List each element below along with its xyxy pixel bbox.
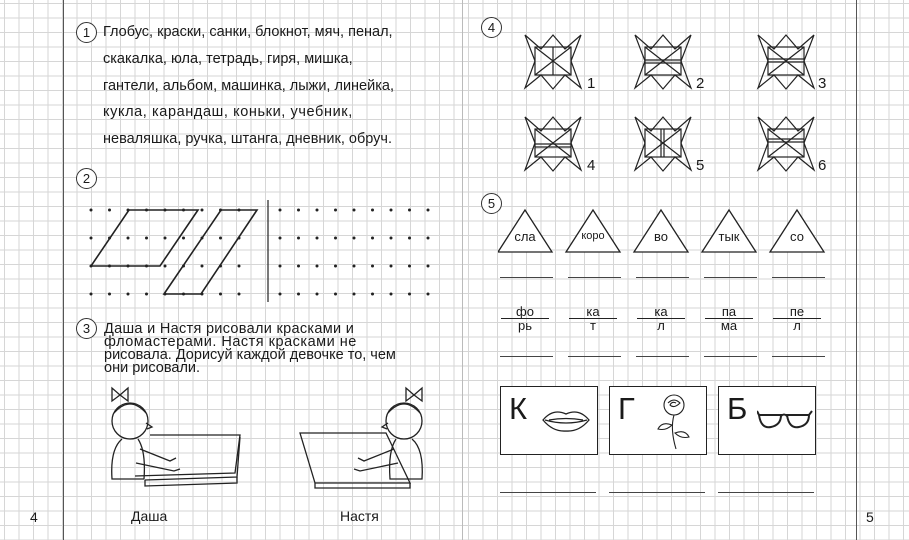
grid-dot: [238, 265, 241, 268]
grid-dot: [316, 265, 319, 268]
girl-nastya-illustration: [296, 383, 446, 498]
task3-line: Даша и Настя рисовали красками и: [104, 321, 355, 337]
grid-dot: [279, 209, 282, 212]
grid-dot: [390, 265, 393, 268]
task-number-2: 2: [76, 168, 97, 189]
grid-dot: [108, 209, 111, 212]
letter-picture-box: [609, 386, 707, 455]
caption-dasha: Даша: [131, 508, 168, 524]
grid-dot: [238, 293, 241, 296]
grid-dot: [90, 209, 93, 212]
star-figure-5: [633, 115, 693, 173]
grid-dot: [408, 209, 411, 212]
grid-dot: [334, 293, 337, 296]
answer-line[interactable]: [568, 356, 621, 357]
fraction-bottom: л: [793, 318, 801, 333]
task3-line: фломастерами. Настя красками не: [104, 334, 357, 350]
figure-label: 5: [696, 157, 705, 174]
box-letter: К: [509, 391, 528, 426]
answer-line[interactable]: [500, 277, 553, 278]
fraction-top: фо: [501, 305, 549, 319]
dot-grid-drawing[interactable]: [80, 195, 450, 310]
center-fold-line: [462, 0, 463, 540]
fraction-bottom: ма: [720, 318, 738, 333]
answer-line[interactable]: [718, 492, 814, 493]
answer-line[interactable]: [609, 492, 705, 493]
letter-picture-box: [500, 386, 598, 455]
figure-label: 3: [818, 75, 827, 92]
task1-line: кукла, карандаш, коньки, учебник,: [103, 104, 353, 120]
task1-line: скакалка, юла, тетрадь, гиря, мишка,: [103, 51, 353, 67]
letter-picture-box: [718, 386, 816, 455]
task3-line: рисовала. Дорисуй каждой девочке то, чем: [104, 347, 396, 363]
answer-line[interactable]: [568, 277, 621, 278]
star-figure-2: [633, 33, 693, 91]
grid-dot: [353, 265, 356, 268]
star-figure-6: [756, 115, 816, 173]
fraction-top: ка: [569, 305, 617, 319]
grid-dot: [371, 293, 374, 296]
grid-dot: [297, 265, 300, 268]
box-letter: Г: [618, 391, 635, 426]
grid-dot: [427, 237, 430, 240]
grid-dot: [164, 265, 167, 268]
right-margin-line: [856, 0, 857, 540]
figure-label: 2: [696, 75, 705, 92]
answer-line[interactable]: [500, 492, 596, 493]
rose-icon: [652, 391, 692, 451]
grid-dot: [390, 293, 393, 296]
grid-dot: [127, 293, 130, 296]
answer-line[interactable]: [772, 356, 825, 357]
grid-dot: [427, 209, 430, 212]
fraction-bottom: т: [590, 318, 596, 333]
grid-dot: [279, 265, 282, 268]
grid-dot: [390, 209, 393, 212]
fraction-bottom: л: [657, 318, 665, 333]
girl-dasha-illustration: [100, 383, 250, 498]
grid-dot: [297, 209, 300, 212]
glasses-icon: [757, 407, 813, 433]
grid-dot: [297, 293, 300, 296]
caption-nastya: Настя: [340, 508, 379, 524]
grid-dot: [334, 209, 337, 212]
grid-dot: [219, 237, 222, 240]
grid-dot: [201, 265, 204, 268]
grid-dot: [297, 237, 300, 240]
figure-label: 1: [587, 75, 596, 92]
triangle-syllable: со: [790, 229, 804, 244]
triangle-syllable: коро: [581, 230, 605, 242]
page-number-right: 5: [866, 509, 874, 525]
grid-dot: [408, 265, 411, 268]
grid-dot: [145, 237, 148, 240]
grid-dot: [164, 237, 167, 240]
answer-line[interactable]: [704, 277, 757, 278]
syllable-fraction: [705, 305, 753, 332]
grid-dot: [316, 293, 319, 296]
grid-dot: [127, 237, 130, 240]
grid-dot: [316, 209, 319, 212]
fraction-bottom: рь: [517, 318, 532, 333]
grid-dot: [279, 293, 282, 296]
task-number-5: 5: [481, 193, 502, 214]
grid-dot: [316, 237, 319, 240]
task1-line: гантели, альбом, машинка, лыжи, линейка,: [103, 78, 394, 94]
grid-dot: [279, 237, 282, 240]
grid-dot: [371, 265, 374, 268]
answer-line[interactable]: [636, 277, 689, 278]
triangle-syllable: во: [654, 229, 668, 244]
figure-label: 4: [587, 157, 596, 174]
task-number-1: 1: [76, 22, 97, 43]
triangle-syllable: тык: [718, 229, 740, 244]
syllable-fraction: [637, 305, 685, 332]
star-figure-4: [523, 115, 583, 173]
grid-dot: [353, 293, 356, 296]
fraction-top: па: [705, 305, 753, 319]
grid-dot: [90, 237, 93, 240]
star-figure-3: [756, 33, 816, 91]
task-number-4: 4: [481, 17, 502, 38]
grid-dot: [334, 265, 337, 268]
grid-dot: [427, 265, 430, 268]
grid-dot: [371, 237, 374, 240]
syllable-fraction: [569, 305, 617, 332]
task1-line: Глобус, краски, санки, блокнот, мяч, пенал,: [103, 24, 393, 40]
grid-dot: [353, 237, 356, 240]
fraction-top: пе: [773, 305, 821, 319]
grid-dot: [182, 237, 185, 240]
grid-dot: [108, 293, 111, 296]
page-number-left: 4: [30, 509, 38, 525]
grid-dot: [427, 293, 430, 296]
grid-dot: [219, 293, 222, 296]
task3-line: они рисовали.: [104, 360, 201, 376]
task1-line: неваляшка, ручка, штанга, дневник, обруч.: [103, 131, 393, 147]
grid-dot: [90, 293, 93, 296]
syllable-fraction: [501, 305, 549, 332]
grid-dot: [334, 237, 337, 240]
figure-label: 6: [818, 157, 827, 174]
answer-line[interactable]: [704, 356, 757, 357]
grid-dot: [408, 293, 411, 296]
grid-dot: [145, 293, 148, 296]
lips-icon: [541, 407, 591, 433]
box-letter: Б: [727, 391, 748, 426]
answer-line[interactable]: [500, 356, 553, 357]
left-margin-line: [63, 0, 64, 540]
grid-dot: [201, 209, 204, 212]
grid-dot: [371, 209, 374, 212]
grid-dot: [390, 237, 393, 240]
fraction-top: ка: [637, 305, 685, 319]
grid-dot: [353, 209, 356, 212]
triangle-syllable: сла: [514, 229, 536, 244]
star-figure-1: [523, 33, 583, 91]
task-number-3: 3: [76, 318, 97, 339]
grid-dot: [408, 237, 411, 240]
syllable-fraction: [773, 305, 821, 332]
answer-line[interactable]: [636, 356, 689, 357]
answer-line[interactable]: [772, 277, 825, 278]
